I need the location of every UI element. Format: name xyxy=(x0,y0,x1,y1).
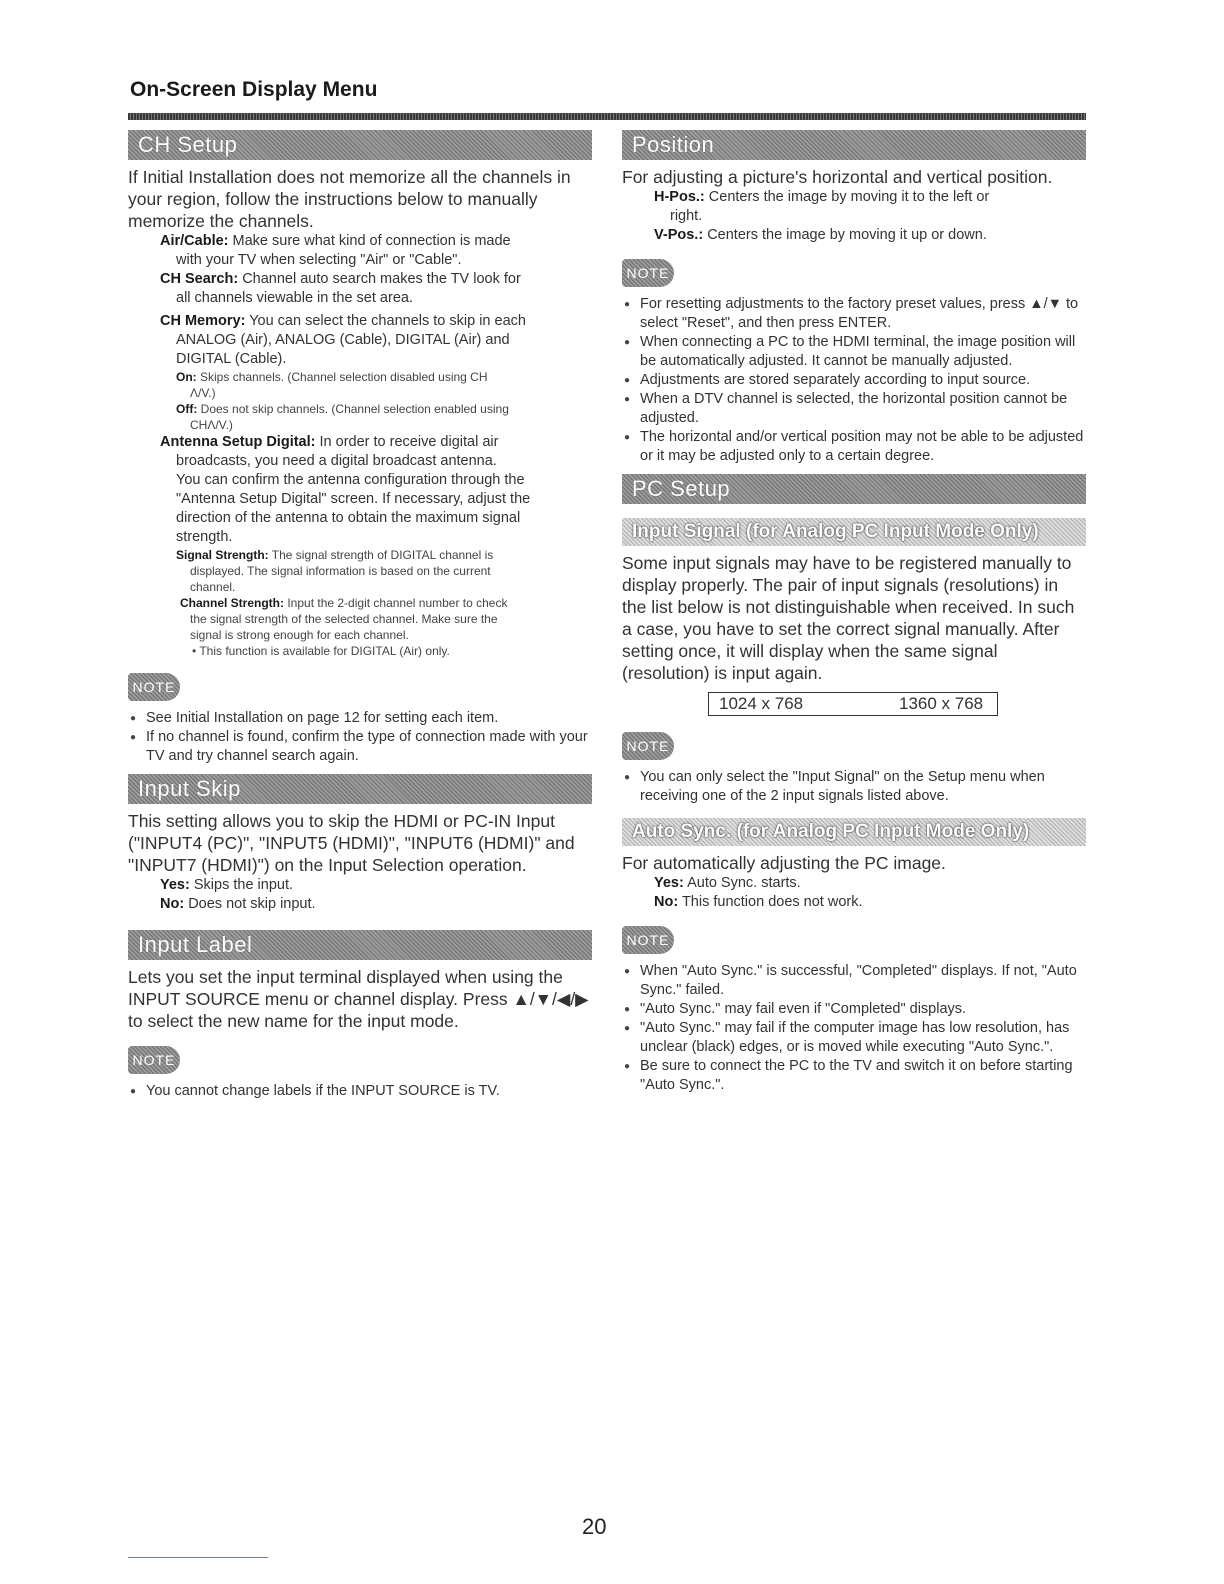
item-term: CH Memory: xyxy=(160,313,246,329)
section-header-input-skip xyxy=(128,774,592,804)
availability-note: • This function is available for DIGITAL (Air) only. xyxy=(192,644,450,658)
page-title: On-Screen Display Menu xyxy=(130,78,378,101)
page-number: 20 xyxy=(582,1514,607,1539)
item-term: CH Search: xyxy=(160,271,239,287)
item-text: Input the 2-digit channel number to check xyxy=(287,596,508,610)
note-item: ● "Auto Sync." may fail even if "Completed" displays. xyxy=(622,1000,1086,1019)
item-text: with your TV when selecting "Air" or "Cable". xyxy=(176,252,462,268)
section-title: Input Label xyxy=(138,932,253,957)
hpos-item xyxy=(654,188,1086,226)
note-item: ● Adjustments are stored separately according to input source. xyxy=(622,371,1086,390)
resolution-cell: 1360 x 768 xyxy=(899,694,984,713)
item-text: strength. xyxy=(176,529,233,545)
note-badge: NOTE xyxy=(622,926,674,954)
item-term: Off: xyxy=(176,402,198,416)
subsection-header-auto-sync xyxy=(622,818,1086,846)
item-term: Signal Strength: xyxy=(176,548,269,562)
item-term: Antenna Setup Digital: xyxy=(160,434,316,450)
subsection-title: Auto Sync. (for Analog PC Input Mode Only) xyxy=(632,821,1030,842)
item-term: Yes: xyxy=(654,875,684,891)
item-text: Channel auto search makes the TV look for xyxy=(242,271,521,287)
item-text: broadcasts, you need a digital broadcast antenna. xyxy=(176,453,497,469)
item-text: all channels viewable in the set area. xyxy=(176,290,413,306)
resolution-cell: 1024 x 768 xyxy=(719,694,804,713)
antenna-setup-item xyxy=(160,433,592,547)
item-text: channel. xyxy=(190,580,236,594)
subsection-title: Input Signal (for Analog PC Input Mode Only) xyxy=(632,521,1039,542)
item-text: In order to receive digital air xyxy=(319,434,499,450)
resolution-table xyxy=(708,692,998,716)
subsection-header-input-signal xyxy=(622,518,1086,546)
section-header-ch-setup xyxy=(128,130,592,160)
item-text: ANALOG (Air), ANALOG (Cable), DIGITAL (Air) and xyxy=(176,332,510,348)
section-title: Input Skip xyxy=(138,776,241,801)
auto-sync-no xyxy=(654,893,1086,912)
ch-memory-item xyxy=(160,312,592,369)
auto-sync-yes xyxy=(654,874,1086,893)
input-label-notes xyxy=(128,1082,592,1101)
item-term: V-Pos.: xyxy=(654,227,704,243)
note-item: ● When connecting a PC to the HDMI terminal, the image position will be automatically adjusted. It cannot be manually adjusted. xyxy=(622,333,1086,371)
item-text: You can confirm the antenna configuration through the xyxy=(176,472,525,488)
note-badge: NOTE xyxy=(622,732,674,760)
item-text: The signal strength of DIGITAL channel is xyxy=(271,548,494,562)
item-term: No: xyxy=(654,894,679,910)
input-signal-notes xyxy=(622,768,1086,806)
item-text: Does not skip input. xyxy=(188,896,316,912)
position-intro: For adjusting a picture's horizontal and vertical position. xyxy=(622,167,1053,187)
item-text: Make sure what kind of connection is made xyxy=(232,233,511,249)
ch-setup-intro: If Initial Installation does not memorize all the channels in your region, follow the instructions below to manually memorize the channels. xyxy=(128,167,571,231)
note-item: ● See Initial Installation on page 12 for setting each item. xyxy=(128,709,592,728)
input-skip-yes xyxy=(160,876,592,895)
note-item: ● The horizontal and/or vertical position may not be able to be adjusted or it may be adjusted only to a certain degree. xyxy=(622,428,1086,466)
position-notes xyxy=(622,295,1086,466)
input-signal-intro: Some input signals may have to be registered manually to display properly. The pair of input signals (resolutions) in the list below is not distinguishable when received. In such a case, you have to set the correct signal manually. After setting once, it will display when the same signal (resolution) is input again. xyxy=(622,553,1075,683)
ch-setup-notes xyxy=(128,709,592,766)
section-title: PC Setup xyxy=(632,476,731,501)
item-text: Auto Sync. starts. xyxy=(687,875,801,891)
item-term: Channel Strength: xyxy=(180,596,284,610)
item-term: No: xyxy=(160,896,185,912)
input-label-intro: Lets you set the input terminal displayed when using the INPUT SOURCE menu or channel display. Press ▲/▼/◀/▶ to select the new name for the input mode. xyxy=(128,967,589,1031)
item-text: Centers the image by moving it to the left or xyxy=(708,189,990,205)
item-text: the signal strength of the selected channel. Make sure the xyxy=(190,612,498,626)
note-badge: NOTE xyxy=(622,259,674,287)
item-text: signal is strong enough for each channel. xyxy=(190,628,409,642)
input-skip-no xyxy=(160,895,592,914)
right-column xyxy=(622,130,1086,1095)
auto-sync-notes xyxy=(622,962,1086,1095)
item-text: Skips the input. xyxy=(193,877,294,893)
vpos-item xyxy=(654,226,1086,245)
item-text: Centers the image by moving it up or down. xyxy=(707,227,987,243)
auto-sync-intro: For automatically adjusting the PC image. xyxy=(622,853,946,873)
item-text: Skips channels. (Channel selection disabled using CH xyxy=(200,370,488,384)
item-term: H-Pos.: xyxy=(654,189,705,205)
section-header-pc-setup xyxy=(622,474,1086,504)
ch-search-item xyxy=(160,270,592,308)
note-item: ● Be sure to connect the PC to the TV and switch it on before starting "Auto Sync.". xyxy=(622,1057,1086,1095)
note-item: ● "Auto Sync." may fail if the computer image has low resolution, has unclear (black) edges, or is moved while executing "Auto Sync.". xyxy=(622,1019,1086,1057)
note-item: ● If no channel is found, confirm the type of connection made with your TV and try channel search again. xyxy=(128,728,592,766)
item-text: This function does not work. xyxy=(681,894,863,910)
off-subitem xyxy=(176,401,592,433)
footer-rule xyxy=(128,1557,268,1558)
item-text: direction of the antenna to obtain the maximum signal xyxy=(176,510,521,526)
item-term: Air/Cable: xyxy=(160,233,229,249)
item-term: Yes: xyxy=(160,877,190,893)
signal-strength-subitem xyxy=(176,547,592,595)
item-text: Does not skip channels. (Channel selection enabled using xyxy=(200,402,509,416)
section-title: Position xyxy=(632,132,715,157)
item-text: "Antenna Setup Digital" screen. If necessary, adjust the xyxy=(176,491,531,507)
air-cable-item xyxy=(160,232,592,270)
item-text: right. xyxy=(670,208,703,224)
item-term: On: xyxy=(176,370,197,384)
item-text: CHΛ/V.) xyxy=(190,418,233,432)
item-text: displayed. The signal information is based on the current xyxy=(190,564,491,578)
note-item: ● You cannot change labels if the INPUT SOURCE is TV. xyxy=(128,1082,592,1101)
item-text: You can select the channels to skip in each xyxy=(249,313,526,329)
section-title: CH Setup xyxy=(138,132,238,157)
section-header-input-label xyxy=(128,930,592,960)
note-item: ● You can only select the "Input Signal" on the Setup menu when receiving one of the 2 input signals listed above. xyxy=(622,768,1086,806)
section-header-position xyxy=(622,130,1086,160)
item-text: Λ/V.) xyxy=(190,386,216,400)
note-item: ● When a DTV channel is selected, the horizontal position cannot be adjusted. xyxy=(622,390,1086,428)
note-badge: NOTE xyxy=(128,673,180,701)
input-skip-intro: This setting allows you to skip the HDMI or PC-IN Input ("INPUT4 (PC)", "INPUT5 (HDMI)", "INPUT6 (HDMI)" and "INPUT7 (HDMI)") on the Input Selection operation. xyxy=(128,811,575,875)
note-item: ● When "Auto Sync." is successful, "Completed" displays. If not, "Auto Sync." failed. xyxy=(622,962,1086,1000)
note-item: ● For resetting adjustments to the factory preset values, press ▲/▼ to select "Reset", and then press ENTER. xyxy=(622,295,1086,333)
item-text: DIGITAL (Cable). xyxy=(176,351,287,367)
left-column xyxy=(128,130,592,1101)
header-rule xyxy=(128,113,1086,120)
channel-strength-subitem xyxy=(180,595,592,643)
on-subitem xyxy=(176,369,592,401)
note-badge: NOTE xyxy=(128,1046,180,1074)
